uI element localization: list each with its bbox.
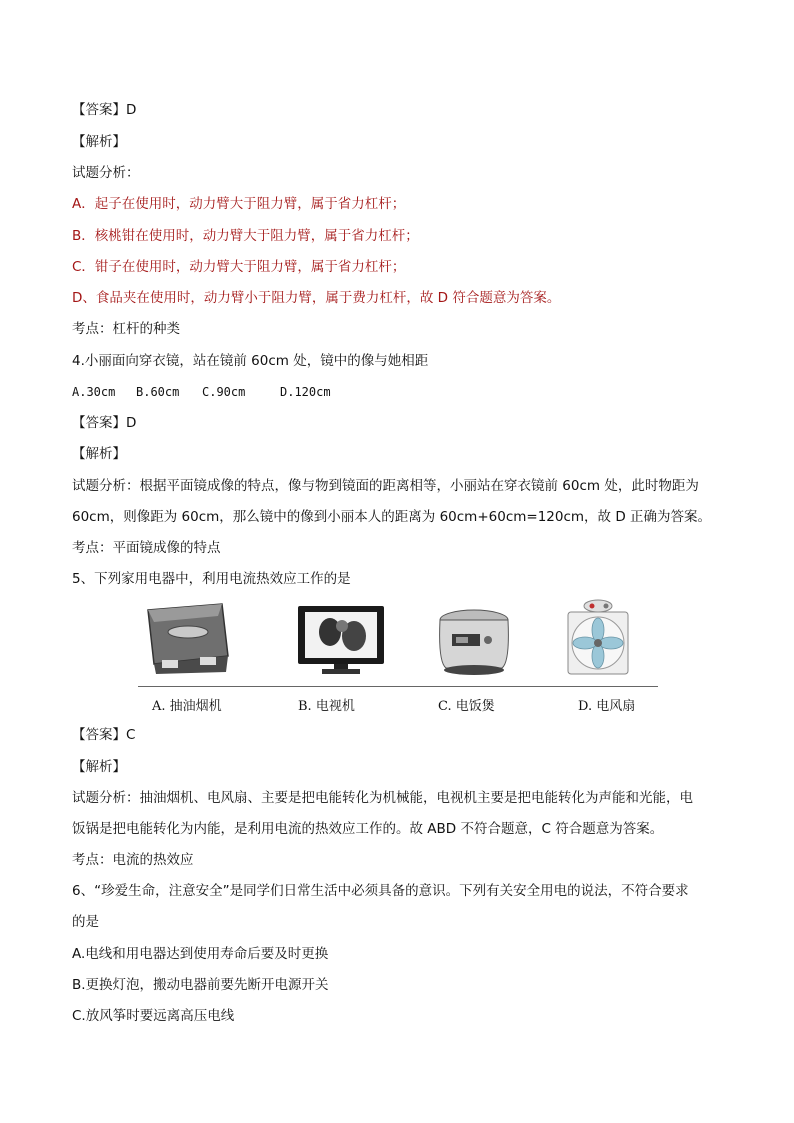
- q4-choice-c: C.90cm: [202, 385, 246, 399]
- q3-answer: 【答案】D: [72, 102, 137, 118]
- q3-option-d: D、食品夹在使用时，动力臂小于阻力臂，属于费力杠杆，故 D 符合题意为答案。: [72, 290, 561, 306]
- rice-cooker-image: [434, 606, 514, 678]
- q4-analysis-heading: 【解析】: [72, 446, 126, 462]
- q6-question-line-1: 6、“珍爱生命，注意安全”是同学们日常生活中必须具备的意识。下列有关安全用电的说法，不符合要求: [72, 883, 689, 899]
- q5-analysis-line-1: 试题分析：抽油烟机、电风扇、主要是把电能转化为机械能，电视机主要是把电能转化为声能和光能，电: [72, 790, 693, 806]
- q4-analysis-line-1: 试题分析：根据平面镜成像的特点，像与物到镜面的距离相等，小丽站在穿衣镜前 60cm 处，此时物距为: [72, 478, 699, 494]
- caption-c: C. 电饭煲: [438, 699, 495, 714]
- q5-knowledge-point: 考点：电流的热效应: [72, 852, 194, 868]
- q5-answer: 【答案】C: [72, 727, 136, 743]
- q5-question: 5、下列家用电器中，利用电流热效应工作的是: [72, 571, 351, 587]
- q5-analysis-line-2: 饭锅是把电能转化为内能，是利用电流的热效应工作的。故 ABD 不符合题意，C 符合题意为答案。: [72, 821, 664, 837]
- q3-analysis-heading: 【解析】: [72, 134, 126, 150]
- q6-choice-a: A.电线和用电器达到使用寿命后要及时更换: [72, 946, 329, 962]
- q4-knowledge-point: 考点：平面镜成像的特点: [72, 540, 221, 556]
- q4-choice-d: D.120cm: [280, 385, 331, 399]
- q3-knowledge-point: 考点：杠杆的种类: [72, 321, 180, 337]
- q4-choice-a: A.30cm: [72, 385, 116, 399]
- appliance-figure: [138, 598, 658, 716]
- electric-fan-image: [562, 598, 646, 682]
- q3-option-b: B．核桃钳在使用时，动力臂大于阻力臂，属于省力杠杆；: [72, 228, 419, 244]
- q6-question-line-2: 的是: [72, 914, 99, 930]
- caption-b: B. 电视机: [298, 699, 355, 714]
- figure-baseline: [138, 686, 658, 687]
- caption-d: D. 电风扇: [578, 699, 636, 714]
- caption-a: A. 抽油烟机: [152, 699, 222, 714]
- q3-analysis-label: 试题分析：: [72, 165, 140, 181]
- q4-analysis-line-2: 60cm，则像距为 60cm，那么镜中的像到小丽本人的距离为 60cm+60cm=120cm，故 D 正确为答案。: [72, 509, 712, 525]
- q4-answer: 【答案】D: [72, 415, 137, 431]
- range-hood-image: [140, 602, 230, 676]
- q3-option-c: C．钳子在使用时，动力臂大于阻力臂，属于省力杠杆；: [72, 259, 406, 275]
- q4-choices: [72, 383, 331, 401]
- q4-question: 4.小丽面向穿衣镜，站在镜前 60cm 处，镜中的像与她相距: [72, 353, 429, 369]
- q6-choice-c: C.放风筝时要远离高压电线: [72, 1008, 235, 1024]
- television-image: [296, 604, 386, 676]
- q3-option-a: A．起子在使用时，动力臂大于阻力臂，属于省力杠杆；: [72, 196, 406, 212]
- q5-analysis-heading: 【解析】: [72, 759, 126, 775]
- q4-choice-b: B.60cm: [136, 385, 180, 399]
- q6-choice-b: B.更换灯泡，搬动电器前要先断开电源开关: [72, 977, 329, 993]
